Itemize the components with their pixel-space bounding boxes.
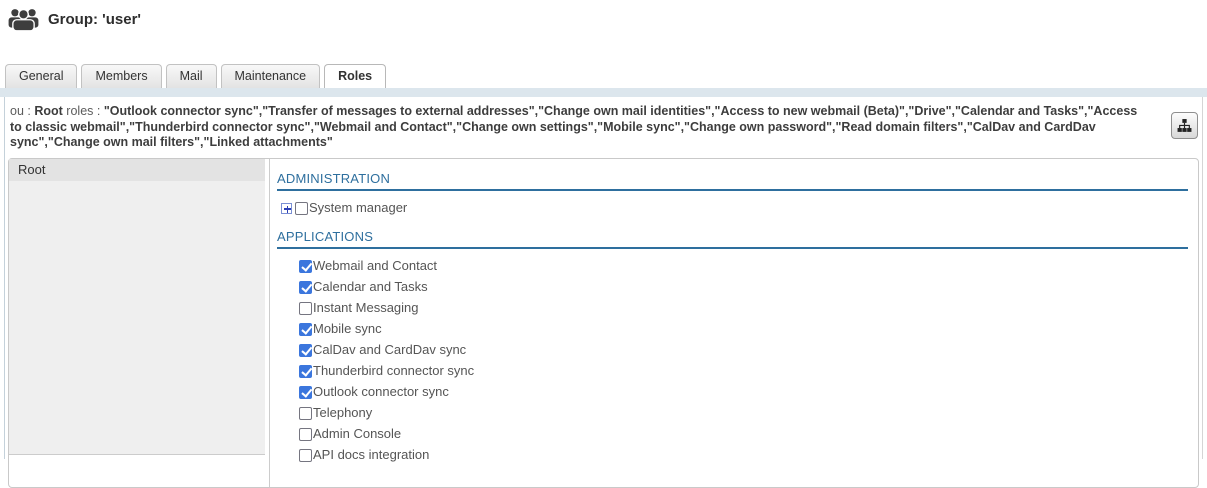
hierarchy-view-button[interactable] xyxy=(1171,112,1198,139)
section-items xyxy=(277,198,1188,219)
roles-sections xyxy=(270,159,1198,487)
tab-general[interactable]: General xyxy=(5,64,77,88)
tab-mail[interactable]: Mail xyxy=(166,64,217,88)
ou-tree xyxy=(9,159,265,455)
role-label[interactable]: Instant Messaging xyxy=(313,300,419,315)
roles-summary-text xyxy=(10,104,1150,151)
page-header xyxy=(0,0,1207,64)
tab-members[interactable]: Members xyxy=(81,64,161,88)
group-people-icon xyxy=(8,8,39,31)
role-section xyxy=(277,229,1188,466)
role-row xyxy=(281,198,1188,219)
role-row xyxy=(299,340,1188,361)
role-row xyxy=(299,403,1188,424)
role-checkbox[interactable] xyxy=(299,428,312,441)
role-label[interactable]: API docs integration xyxy=(313,447,430,462)
role-label[interactable]: Admin Console xyxy=(313,426,402,441)
content-container xyxy=(4,97,1203,462)
ou-label: ou : xyxy=(10,104,31,118)
role-section xyxy=(277,171,1188,219)
ou-tree-column xyxy=(9,159,270,487)
role-label[interactable]: System manager xyxy=(309,200,408,215)
role-row xyxy=(299,319,1188,340)
roles-panel xyxy=(8,158,1199,488)
role-label[interactable]: Mobile sync xyxy=(313,321,382,336)
role-label[interactable]: Outlook connector sync xyxy=(313,384,449,399)
role-row xyxy=(299,256,1188,277)
ou-node-name: Root xyxy=(34,104,63,118)
role-label[interactable]: Calendar and Tasks xyxy=(313,279,428,294)
role-checkbox[interactable] xyxy=(299,386,312,399)
role-row xyxy=(299,424,1188,445)
role-label[interactable]: Thunderbird connector sync xyxy=(313,363,475,378)
role-checkbox[interactable] xyxy=(299,449,312,462)
role-row xyxy=(299,445,1188,466)
role-row xyxy=(299,361,1188,382)
role-checkbox[interactable] xyxy=(299,365,312,378)
role-checkbox[interactable] xyxy=(295,202,308,215)
section-title: ADMINISTRATION xyxy=(277,171,1188,191)
role-label[interactable]: Webmail and Contact xyxy=(313,258,438,273)
sitemap-icon xyxy=(1177,119,1192,133)
role-label[interactable]: Telephony xyxy=(313,405,373,420)
roles-label: roles : xyxy=(66,104,101,118)
role-checkbox[interactable] xyxy=(299,260,312,273)
role-checkbox[interactable] xyxy=(299,344,312,357)
expand-plus-icon[interactable] xyxy=(281,203,292,214)
role-checkbox[interactable] xyxy=(299,323,312,336)
roles-list-text: "Outlook connector sync","Transfer of messages to external addresses","Change own mail identities","Access to new webmail (Beta)","Drive","Calendar and Tasks","Access to classic webmail","Thunderbird connector sync","Webmail and Contact","Change own settings","Mobile sync","Change own password","Read domain filters","CalDav and CardDav sync","Change own mail filters","Linked attachments" xyxy=(10,104,1138,149)
role-row xyxy=(299,382,1188,403)
roles-summary-bar xyxy=(5,97,1202,158)
role-row xyxy=(299,298,1188,319)
role-checkbox[interactable] xyxy=(299,407,312,420)
tab-roles[interactable]: Roles xyxy=(324,64,386,88)
section-items xyxy=(277,256,1188,466)
tab-bar xyxy=(0,64,1207,88)
role-checkbox[interactable] xyxy=(299,302,312,315)
role-label[interactable]: CalDav and CardDav sync xyxy=(313,342,467,357)
page-title: Group: 'user' xyxy=(48,11,141,28)
tree-item[interactable]: Root xyxy=(9,159,265,181)
section-title: APPLICATIONS xyxy=(277,229,1188,249)
tab-bar-band xyxy=(0,88,1207,97)
tab-maintenance[interactable]: Maintenance xyxy=(221,64,321,88)
role-checkbox[interactable] xyxy=(299,281,312,294)
role-row xyxy=(299,277,1188,298)
